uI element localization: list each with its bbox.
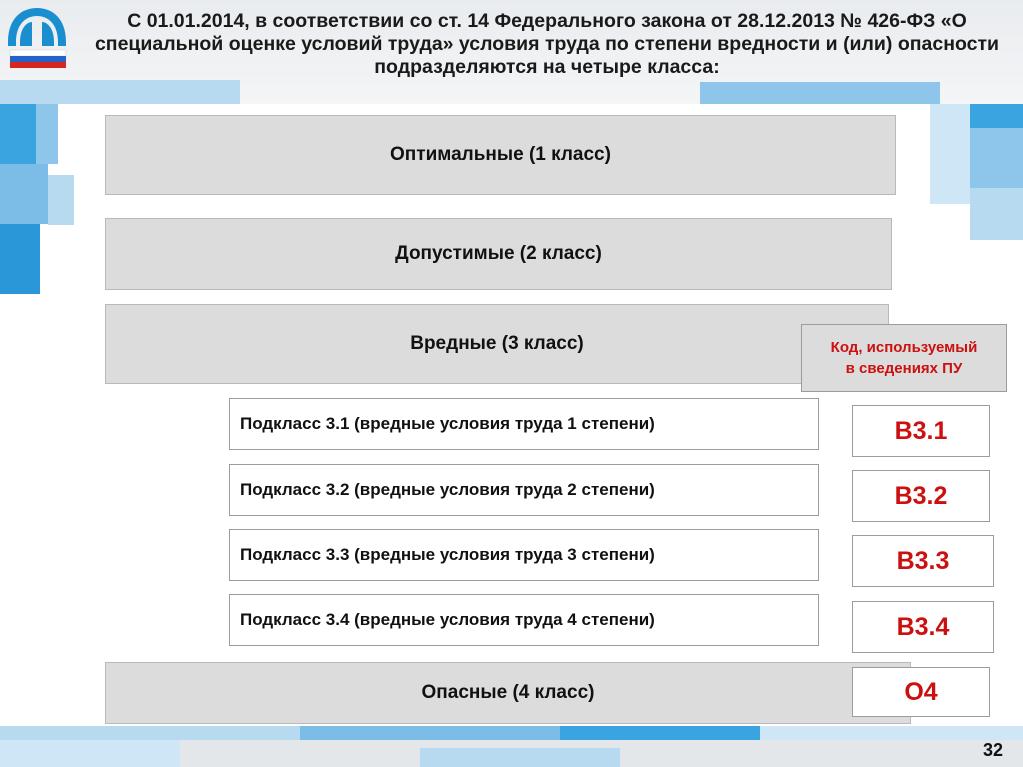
class-acceptable-box — [105, 218, 892, 290]
deco-block — [930, 104, 970, 204]
footer-band — [760, 726, 1023, 740]
class-acceptable-label: Допустимые (2 класс) — [395, 243, 602, 264]
footer-band — [0, 740, 180, 767]
code-o4-box — [852, 667, 990, 717]
class-dangerous-label: Опасные (4 класс) — [421, 682, 595, 703]
subclass-3-4-box — [229, 594, 819, 646]
footer-band — [0, 726, 300, 740]
footer-band — [420, 748, 620, 767]
subclass-3-2-box — [229, 464, 819, 516]
code-b3-4-label: В3.4 — [896, 612, 950, 641]
deco-block — [0, 224, 40, 294]
pfr-logo-icon — [2, 2, 72, 74]
code-b3-2-label: В3.2 — [894, 481, 948, 510]
deco-block — [0, 104, 36, 164]
subclass-3-1-box — [229, 398, 819, 450]
footer-band — [300, 726, 560, 740]
deco-block — [700, 82, 940, 104]
deco-block — [970, 128, 1023, 188]
subclass-3-4-label: Подкласс 3.4 (вредные условия труда 4 степени) — [240, 610, 655, 629]
deco-block — [0, 80, 240, 104]
footer-band — [560, 726, 760, 740]
code-b3-2-box — [852, 470, 990, 522]
code-header-box — [801, 324, 1007, 392]
code-b3-1-label: В3.1 — [894, 416, 948, 445]
deco-block — [0, 164, 48, 224]
class-harmful-label: Вредные (3 класс) — [410, 333, 584, 354]
deco-block — [48, 175, 74, 225]
code-b3-4-box — [852, 601, 994, 653]
code-b3-3-box — [852, 535, 994, 587]
code-b3-1-box — [852, 405, 990, 457]
subclass-3-1-label: Подкласс 3.1 (вредные условия труда 1 степени) — [240, 414, 655, 433]
class-optimal-box — [105, 115, 896, 195]
subclass-3-3-box — [229, 529, 819, 581]
deco-block — [36, 104, 58, 164]
class-optimal-label: Оптимальные (1 класс) — [390, 144, 611, 165]
deco-block — [970, 104, 1023, 128]
code-o4-label: О4 — [904, 677, 938, 706]
class-harmful-box — [105, 304, 889, 384]
subclass-3-2-label: Подкласс 3.2 (вредные условия труда 2 степени) — [240, 480, 655, 499]
code-header-line1: Код, используемый — [830, 339, 978, 356]
class-dangerous-box — [105, 662, 911, 724]
code-b3-3-label: В3.3 — [896, 546, 950, 575]
slide-title: С 01.01.2014, в соответствии со ст. 14 Федерального закона от 28.12.2013 № 426-ФЗ «О специальной оценке условий труда» условия труда по степени вредности и (или) опасности подразделяются на четыре класса: — [94, 10, 1000, 78]
subclass-3-3-label: Подкласс 3.3 (вредные условия труда 3 степени) — [240, 545, 655, 564]
code-header-line2: в сведениях ПУ — [845, 360, 963, 377]
page-number: 32 — [982, 740, 1003, 760]
deco-block — [970, 188, 1023, 240]
